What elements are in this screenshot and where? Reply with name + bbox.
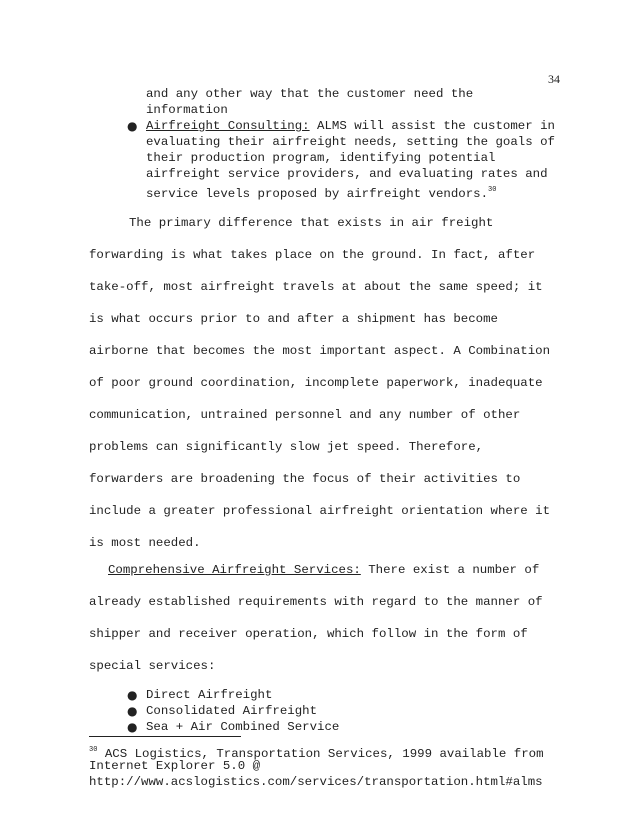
continuation-line-1: and any other way that the customer need the xyxy=(146,87,474,101)
service-item: Direct Airfreight xyxy=(146,688,273,702)
consulting-line-1-rest: ALMS will assist the customer in xyxy=(309,119,555,133)
paragraph2-line-1 xyxy=(108,562,539,578)
footnote-divider xyxy=(89,736,241,737)
paragraph2-line-1-rest: There exist a number of xyxy=(360,563,540,577)
paragraph1-line: include a greater professional airfreight orientation where it xyxy=(89,504,551,518)
bullet-icon: ● xyxy=(127,119,138,133)
footnote-reference: 30 xyxy=(488,186,497,194)
consulting-line-3: their production program, identifying potential xyxy=(146,151,496,165)
paragraph1-line: problems can significantly slow jet speed. Therefore, xyxy=(89,440,484,454)
consulting-line-5-text: service levels proposed by airfreight vendors. xyxy=(146,187,489,201)
paragraph1-line: airborne that becomes the most important aspect. A Combination xyxy=(89,344,551,358)
consulting-line-1 xyxy=(146,118,555,134)
page-number: 34 xyxy=(548,72,560,86)
service-item: Sea + Air Combined Service xyxy=(146,720,340,734)
consulting-line-2: evaluating their airfreight needs, setting the goals of xyxy=(146,135,555,149)
paragraph1-line: The primary difference that exists in air freight xyxy=(129,216,494,230)
footnote-line-1-text: ACS Logistics, Transportation Services, 1999 available from xyxy=(97,747,544,761)
continuation-line-2: information xyxy=(146,103,228,117)
services-heading: Comprehensive Airfreight Services: xyxy=(108,563,361,577)
paragraph1-line: of poor ground coordination, incomplete paperwork, inadequate xyxy=(89,376,543,390)
footnote-url: http://www.acslogistics.com/services/transportation.html#alms xyxy=(89,775,543,789)
paragraph1-line: communication, untrained personnel and any number of other xyxy=(89,408,521,422)
consulting-line-5 xyxy=(146,182,496,202)
paragraph2-line: already established requirements with regard to the manner of xyxy=(89,595,543,609)
service-item: Consolidated Airfreight xyxy=(146,704,318,718)
paragraph1-line: forwarding is what takes place on the ground. In fact, after xyxy=(89,248,536,262)
paragraph1-line: is most needed. xyxy=(89,536,201,550)
paragraph2-line: special services: xyxy=(89,659,216,673)
consulting-line-4: airfreight service providers, and evaluating rates and xyxy=(146,167,548,181)
paragraph1-line: is what occurs prior to and after a shipment has become xyxy=(89,312,498,326)
bullet-icon: ● xyxy=(127,688,138,702)
bullet-icon: ● xyxy=(127,704,138,718)
consulting-title: Airfreight Consulting: xyxy=(146,119,310,133)
paragraph1-line: take-off, most airfreight travels at about the same speed; it xyxy=(89,280,543,294)
footnote-line-2: Internet Explorer 5.0 @ xyxy=(89,759,261,773)
footnote-number: 30 xyxy=(89,746,98,754)
bullet-icon: ● xyxy=(127,720,138,734)
paragraph2-line: shipper and receiver operation, which follow in the form of xyxy=(89,627,528,641)
paragraph1-line: forwarders are broadening the focus of their activities to xyxy=(89,472,521,486)
